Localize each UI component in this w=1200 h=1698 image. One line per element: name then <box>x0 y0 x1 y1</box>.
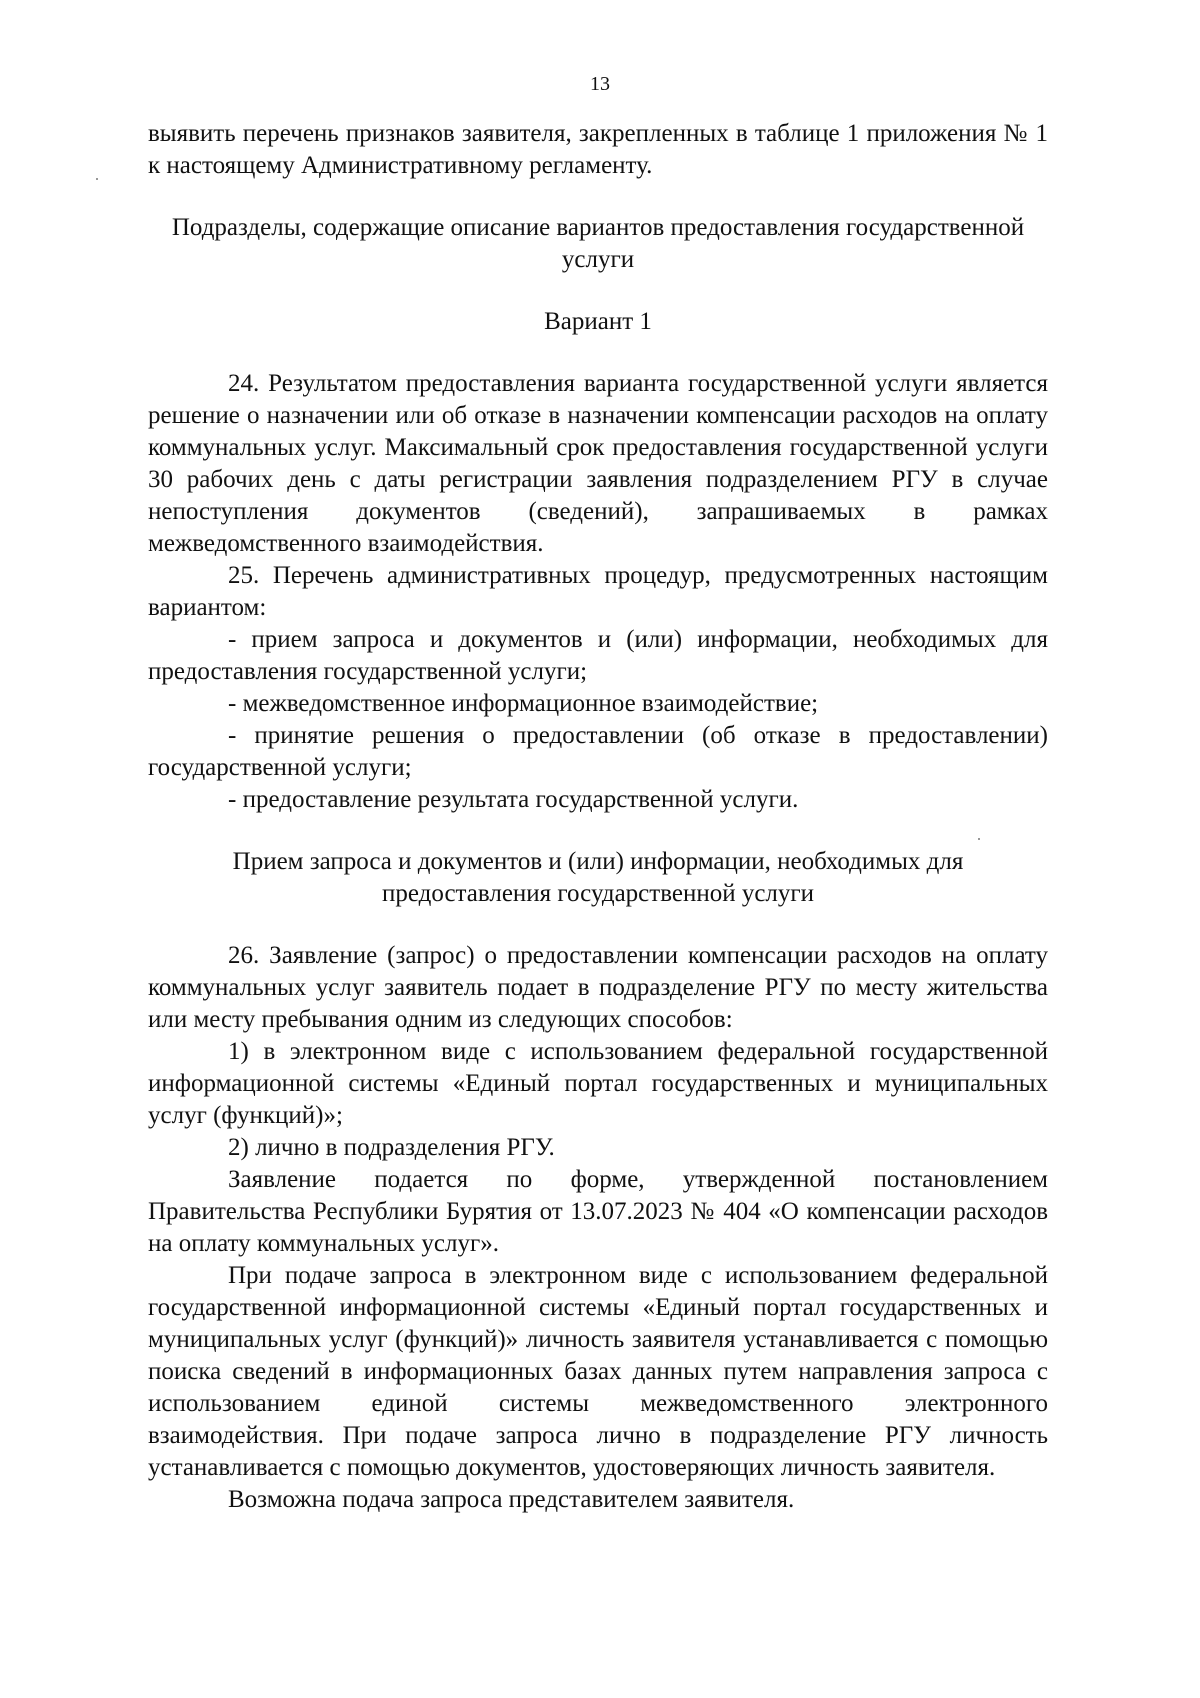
list-item-method-2: 2) лично в подразделения РГУ. <box>228 1134 555 1161</box>
list-item-method-1: 1) в электронном виде с использованием федеральной государственной информационной системы «Единый портал государственных и муниципальных услуг (функций)»; <box>148 1038 1048 1129</box>
page-number: 13 <box>590 73 610 95</box>
scan-artifact <box>96 178 98 180</box>
heading-reception: Прием запроса и документов и (или) информации, необходимых для предоставления государственной услуги <box>232 848 964 907</box>
list-item-procedure-4: - предоставление результата государственной услуги. <box>228 786 799 813</box>
document-body <box>148 118 1048 1516</box>
scan-artifact <box>978 838 980 840</box>
paragraph-25: 25. Перечень административных процедур, предусмотренных настоящим вариантом: <box>148 562 1048 621</box>
heading-subsections: Подразделы, содержащие описание вариантов предоставления государственной услуги <box>171 214 1025 273</box>
paragraph-electronic-submission: При подаче запроса в электронном виде с использованием федеральной государственной информационной системы «Единый портал государственных и муниципальных услуг (функций)» личность заявителя устанавливается с помощью поиска сведений в информационных базах данных путем направления запроса с использованием единой системы межведомственного электронного взаимодействия. При подаче запроса лично в подразделение РГУ личность устанавливается с помощью документов, удостоверяющих личность заявителя. <box>148 1262 1048 1481</box>
paragraph-representative: Возможна подача запроса представителем заявителя. <box>228 1486 795 1513</box>
paragraph-26: 26. Заявление (запрос) о предоставлении компенсации расходов на оплату коммунальных услуг заявитель подает в подразделение РГУ по месту жительства или месту пребывания одним из следующих способов: <box>148 942 1048 1033</box>
paragraph-24: 24. Результатом предоставления варианта государственной услуги является решение о назначении или об отказе в назначении компенсации расходов на оплату коммунальных услуг. Максимальный срок предоставления государственной услуги 30 рабочих день с даты регистрации заявления подразделением РГУ в случае непоступления документов (сведений), запрашиваемых в рамках межведомственного взаимодействия. <box>148 370 1048 557</box>
paragraph-form: Заявление подается по форме, утвержденной постановлением Правительства Республики Бурятия от 13.07.2023 № 404 «О компенсации расходов на оплату коммунальных услуг». <box>148 1166 1048 1257</box>
list-item-procedure-3: - принятие решения о предоставлении (об отказе в предоставлении) государственной услуги; <box>148 722 1048 781</box>
list-item-procedure-1: - прием запроса и документов и (или) информации, необходимых для предоставления государственной услуги; <box>148 626 1048 685</box>
heading-variant-1: Вариант 1 <box>544 308 652 335</box>
list-item-procedure-2: - межведомственное информационное взаимодействие; <box>228 690 819 717</box>
paragraph-intro: выявить перечень признаков заявителя, закрепленных в таблице 1 приложения № 1 к настоящему Административному регламенту. <box>148 120 1048 179</box>
